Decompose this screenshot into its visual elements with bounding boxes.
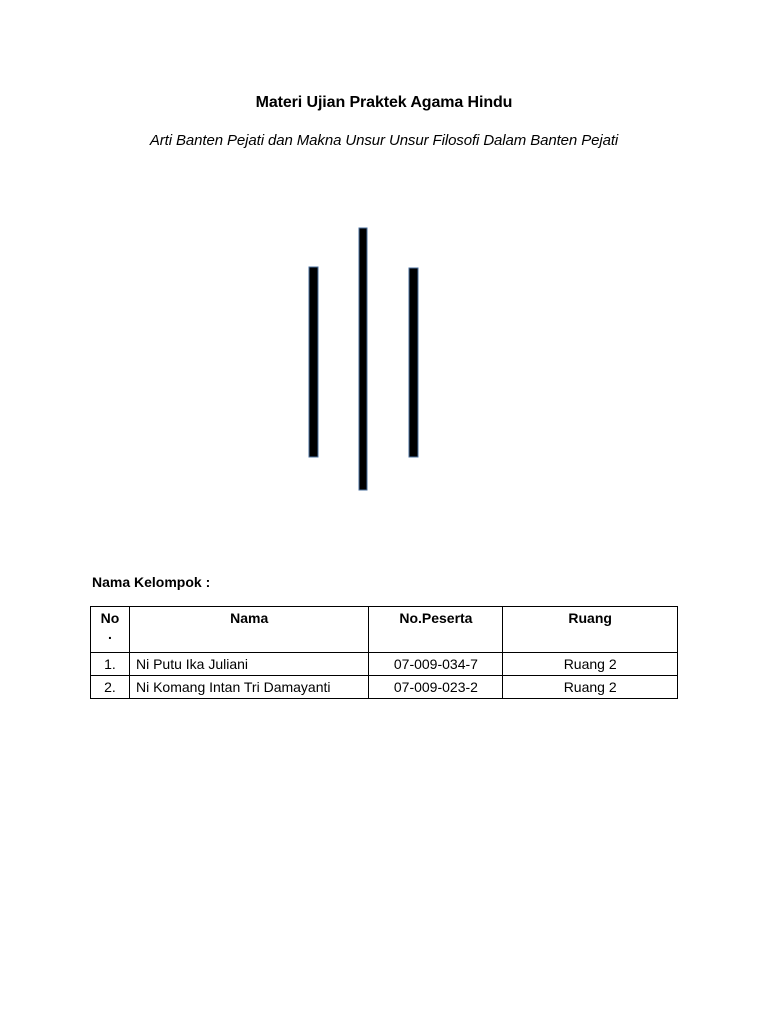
cell-ruang: Ruang 2	[503, 653, 678, 676]
table-row	[91, 676, 678, 699]
left-bar	[309, 267, 318, 457]
cell-ruang: Ruang 2	[503, 676, 678, 699]
group-label: Nama Kelompok :	[92, 574, 211, 590]
center-bar	[359, 228, 367, 490]
cell-no: 2.	[91, 676, 130, 699]
cell-peserta: 07-009-034-7	[369, 653, 503, 676]
cell-no: 1.	[91, 653, 130, 676]
table-row	[91, 653, 678, 676]
cell-peserta: 07-009-023-2	[369, 676, 503, 699]
col-header-nama: Nama	[129, 607, 369, 653]
cell-nama: Ni Komang Intan Tri Damayanti	[129, 676, 369, 699]
table-header-row	[91, 607, 678, 653]
three-bars-logo	[300, 222, 430, 498]
page-title: Materi Ujian Praktek Agama Hindu	[255, 94, 513, 111]
col-header-no: No .	[91, 607, 130, 653]
right-bar	[409, 268, 418, 457]
cell-nama: Ni Putu Ika Juliani	[129, 653, 369, 676]
col-header-peserta: No.Peserta	[369, 607, 503, 653]
page-subtitle: Arti Banten Pejati dan Makna Unsur Unsur Filosofi Dalam Banten Pejati	[149, 132, 619, 149]
col-header-ruang: Ruang	[503, 607, 678, 653]
members-table	[90, 606, 678, 699]
